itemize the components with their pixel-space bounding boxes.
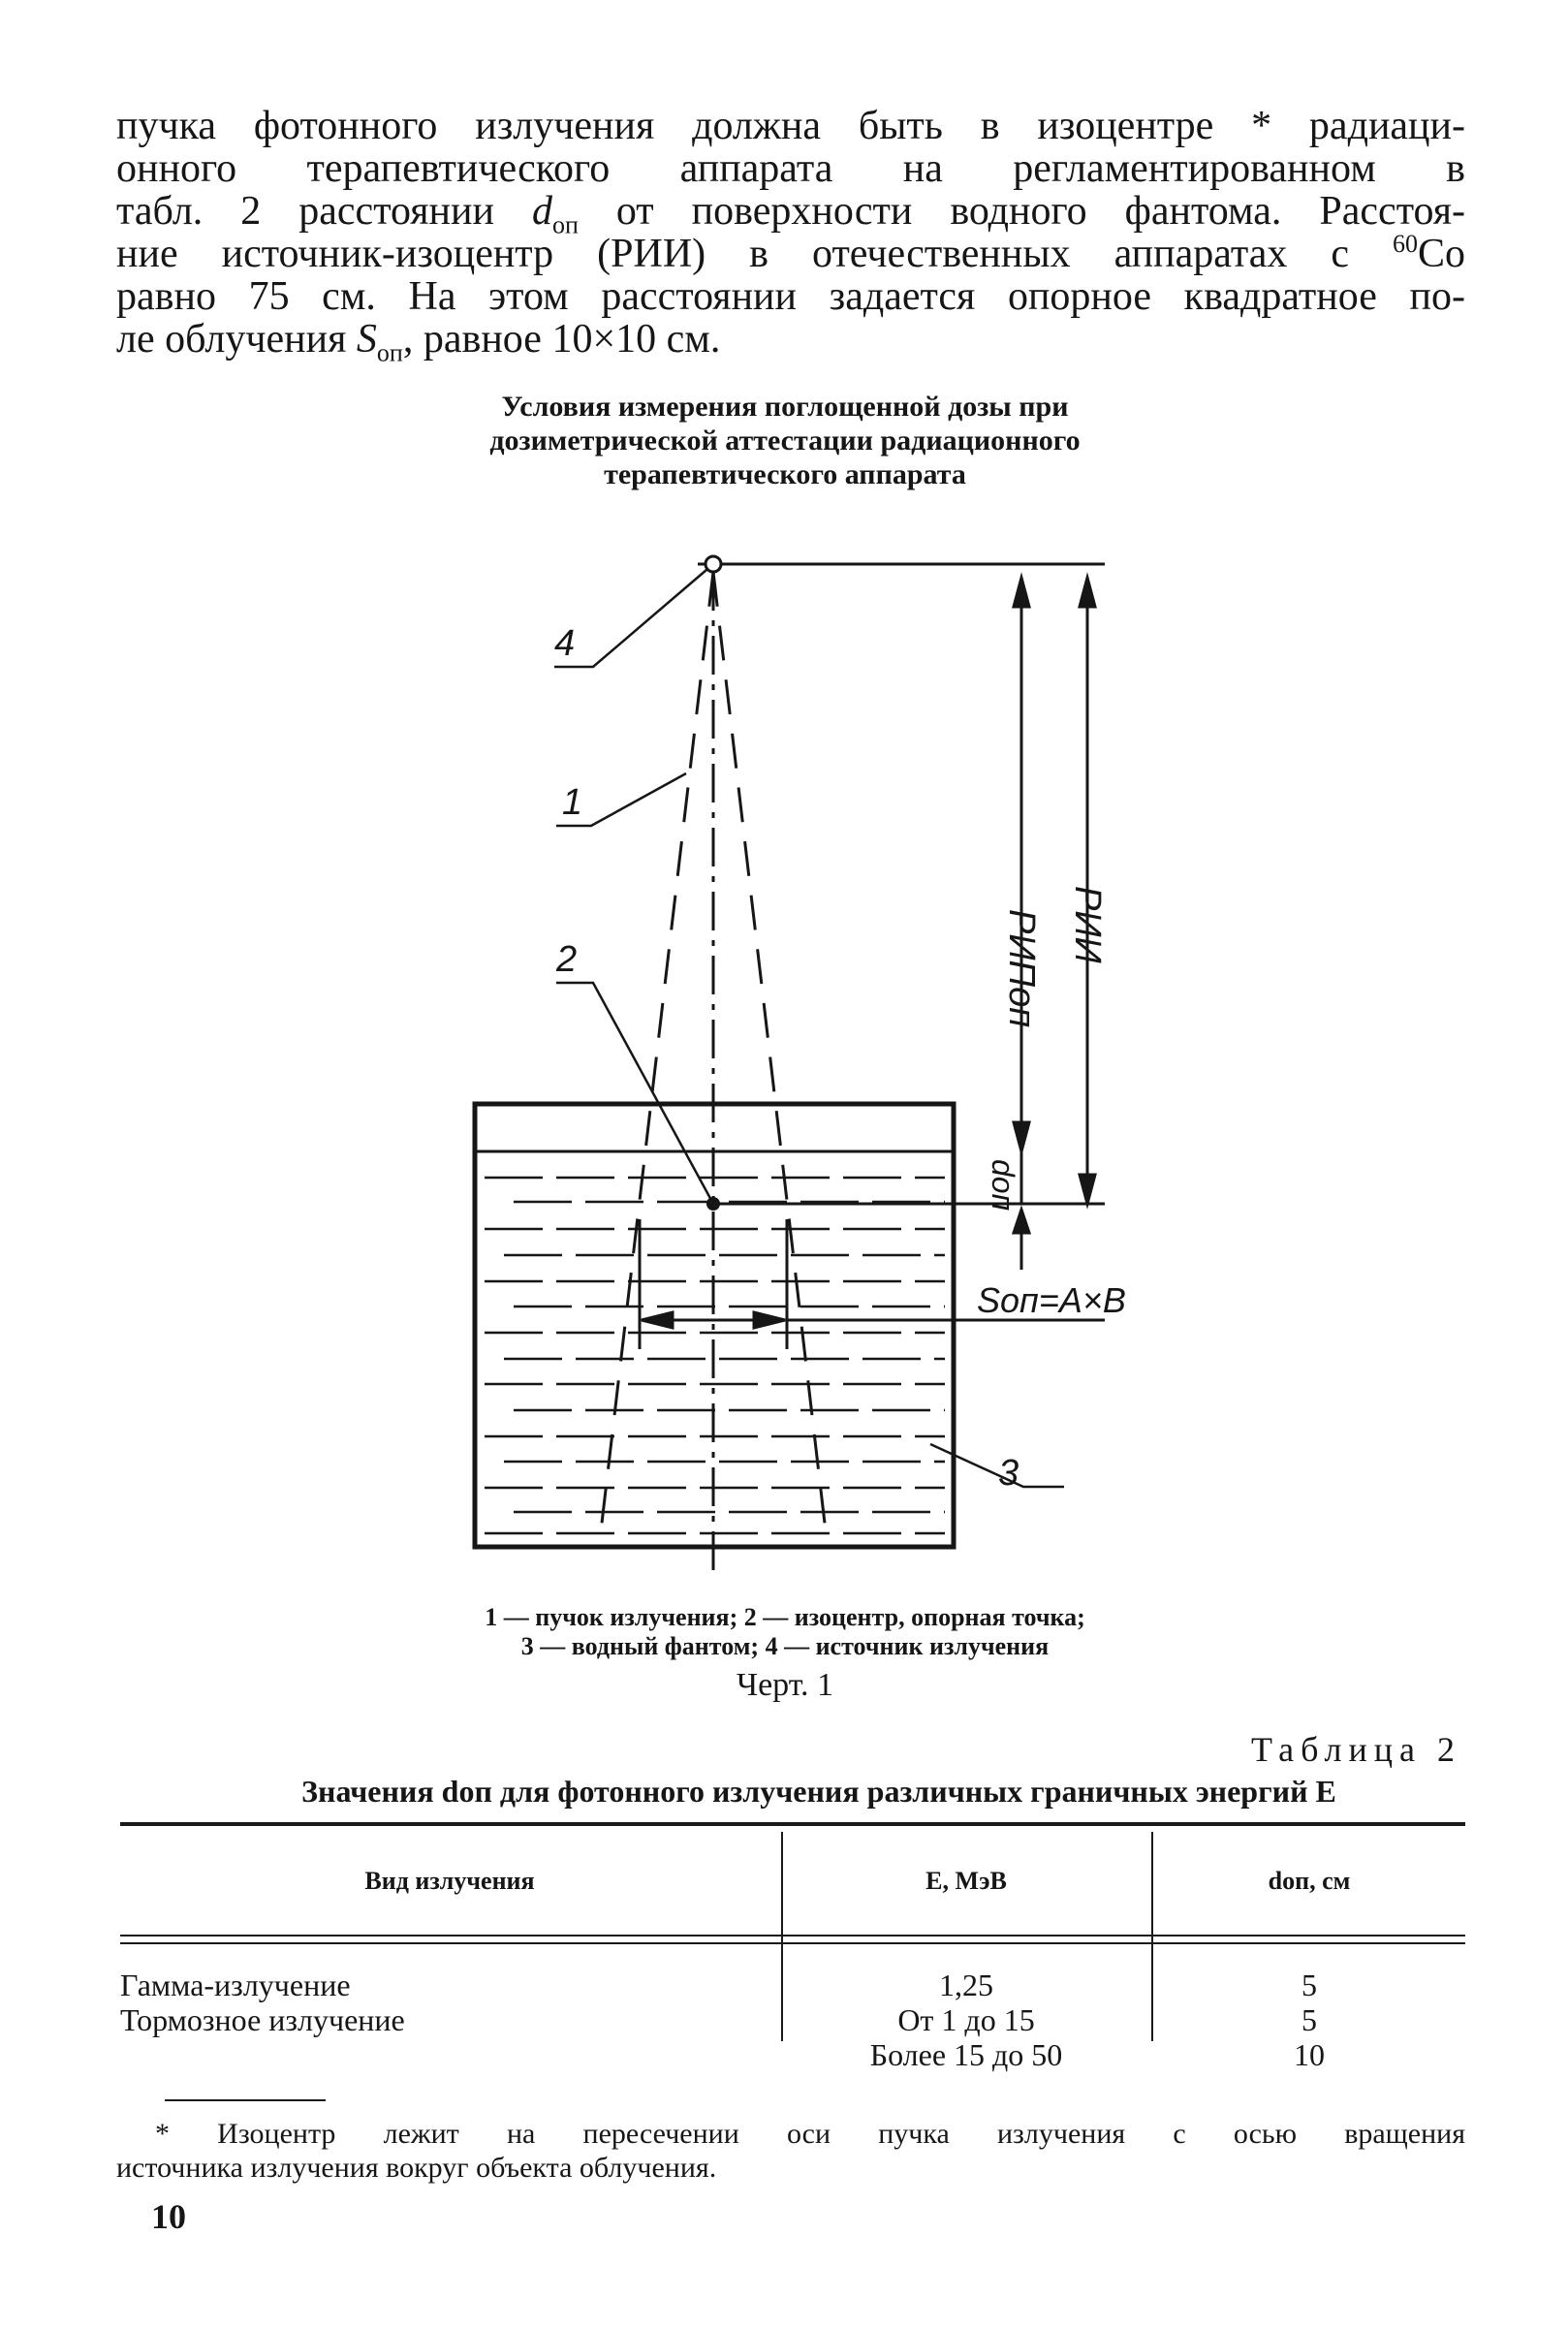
label-dop: dоп [986, 1159, 1020, 1212]
isocenter-point [706, 1197, 720, 1211]
table-header-type: Вид излучения [364, 1867, 535, 1895]
table-title: Значения dоп для фотонного излучения различных граничных энергий E [301, 1774, 1336, 1809]
page-number: 10 [151, 2197, 186, 2236]
label-rii: РИИ [1067, 886, 1108, 963]
label-isocenter: 2 [556, 939, 578, 980]
label-phantom: 3 [998, 1453, 1019, 1494]
table-cell: 1,25 [939, 1968, 993, 2002]
table-header-energy: E, МэВ [925, 1867, 1007, 1895]
ripop-arrow-bottom [1014, 1122, 1029, 1151]
table-column-energy [783, 1968, 1149, 2072]
table-column-depth [1153, 1968, 1465, 2072]
paragraph-line: пучка фотонного излучения должна быть в изоцентре * радиаци- [116, 104, 1465, 148]
table-header-rule-1 [120, 1935, 1465, 1936]
table-cell: От 1 до 15 [897, 2002, 1035, 2037]
dop-arrow [1014, 1210, 1029, 1233]
paragraph-line: табл. 2 расстоянии $d_{оп}$ от поверхности водного фантома. Расстоя- [116, 189, 1466, 239]
radiation-source-point [706, 556, 721, 572]
table-label: Таблица 2 [1251, 1730, 1461, 1769]
beam-edge-right [713, 572, 826, 1531]
label-sop: Sоп=A×B [977, 1280, 1126, 1320]
field-arrow-left [642, 1312, 673, 1328]
table-header-depth: dоп, см [1268, 1867, 1351, 1895]
figure-caption: Условия измерения поглощенной дозы при дозиметрической аттестации радиационного терапевтического аппарата [489, 391, 1081, 490]
phantom-leader [930, 1444, 1064, 1487]
field-arrow-right [754, 1312, 785, 1328]
paragraph-line: онного терапевтического аппарата на регламентированном в [116, 146, 1465, 191]
table-cell: 5 [1301, 2002, 1317, 2037]
paragraph-line: ние источник-изоцентр (РИИ) в отечественных аппаратах с $^{60}$Co [116, 230, 1465, 276]
table-cell: Более 15 до 50 [869, 2037, 1063, 2072]
table-header-rule-2 [120, 1942, 1465, 1944]
source-leader [554, 564, 713, 667]
table-cell: 10 [1294, 2037, 1325, 2072]
table-cell: 5 [1301, 1968, 1317, 2002]
table-cell: Гамма-излучение [120, 1968, 351, 2002]
rii-arrow-bottom [1080, 1175, 1095, 1204]
figure-label: Черт. 1 [736, 1667, 834, 1703]
label-beam: 1 [562, 782, 583, 823]
footnote: * Изоцентр лежит на пересечении оси пучка излучения с осью вращения источника излучения вокруг объекта облучения. [116, 2118, 1465, 2184]
table-top-rule [120, 1822, 1465, 1826]
table-column-type [120, 1968, 779, 2037]
isocenter-leader [556, 983, 713, 1204]
ripop-arrow-top [1014, 578, 1029, 607]
paragraph-line: ле облучения $S_{оп}$, равное 10×10 см. [116, 317, 721, 367]
table-cell: Тормозное излучение [120, 2002, 405, 2037]
footnote-rule [165, 2099, 326, 2101]
rii-arrow-top [1080, 578, 1095, 607]
label-source: 4 [554, 623, 576, 664]
label-ripop: РИПоп [1001, 909, 1042, 1028]
paragraph-line: равно 75 см. На этом расстоянии задается опорное квадратное по- [116, 274, 1465, 319]
beam-edge-left [601, 572, 713, 1531]
figure-legend: 1 — пучок излучения; 2 — изоцентр, опорная точка; 3 — водный фантом; 4 — источник излучения [485, 1603, 1085, 1660]
